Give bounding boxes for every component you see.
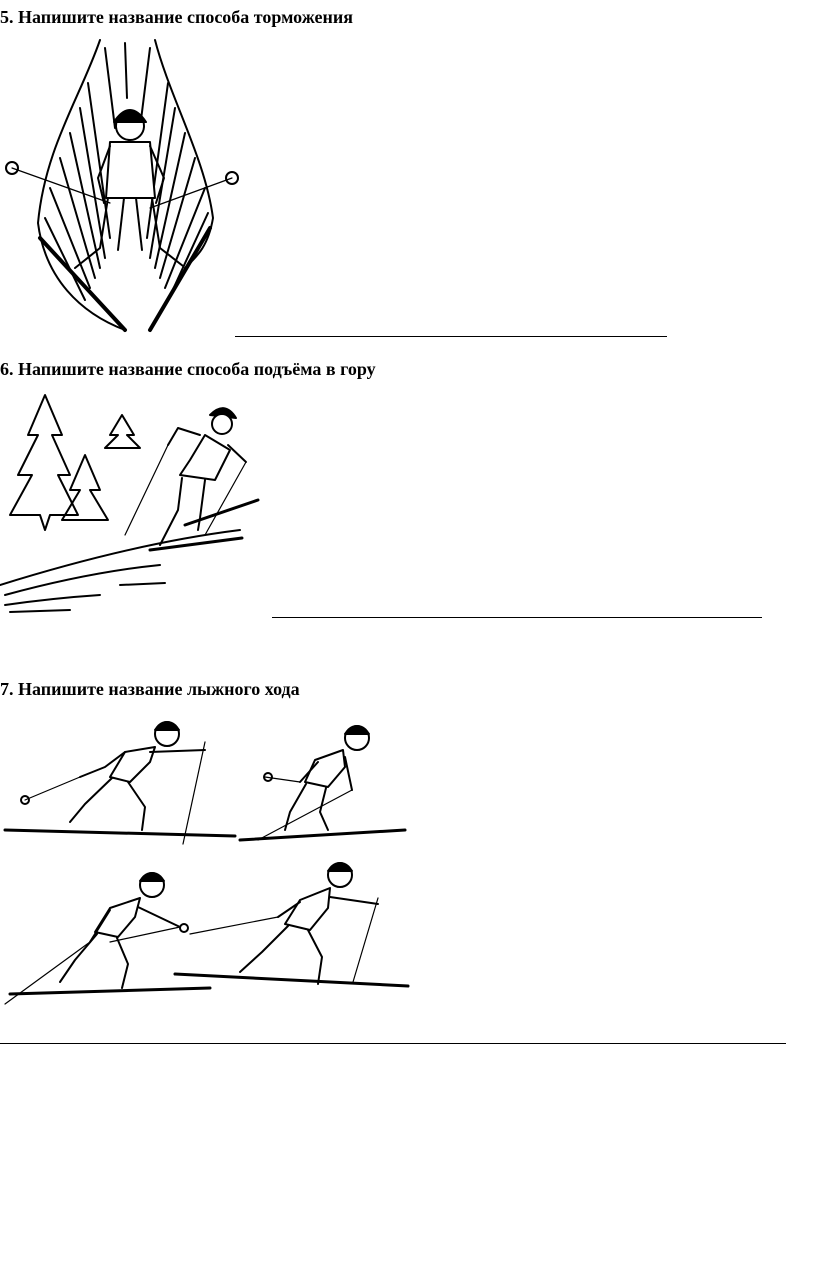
question-6-heading bbox=[0, 358, 376, 380]
question-5-text: Напишите название способа торможения bbox=[18, 7, 354, 27]
question-6-number: 6. bbox=[0, 359, 14, 379]
snowplow-braking-skier-figure bbox=[0, 38, 245, 338]
question-5-heading bbox=[0, 6, 353, 28]
stride-phase-2-skier bbox=[240, 726, 405, 840]
question-7-heading bbox=[0, 678, 300, 700]
ski-stride-sequence-figure bbox=[0, 712, 415, 1012]
stride-phase-3-skier bbox=[5, 873, 210, 1004]
answer-line-question-5[interactable] bbox=[235, 336, 667, 337]
answer-line-question-7[interactable] bbox=[0, 1043, 786, 1044]
stride-phase-4-skier bbox=[175, 863, 408, 986]
stride-phase-1-skier bbox=[5, 722, 235, 844]
uphill-climbing-skier-figure bbox=[0, 390, 270, 615]
question-7-text: Напишите название лыжного хода bbox=[18, 679, 300, 699]
answer-line-question-6[interactable] bbox=[272, 617, 762, 618]
question-6-text: Напишите название способа подъёма в гору bbox=[18, 359, 376, 379]
question-7-number: 7. bbox=[0, 679, 14, 699]
question-5-number: 5. bbox=[0, 7, 14, 27]
